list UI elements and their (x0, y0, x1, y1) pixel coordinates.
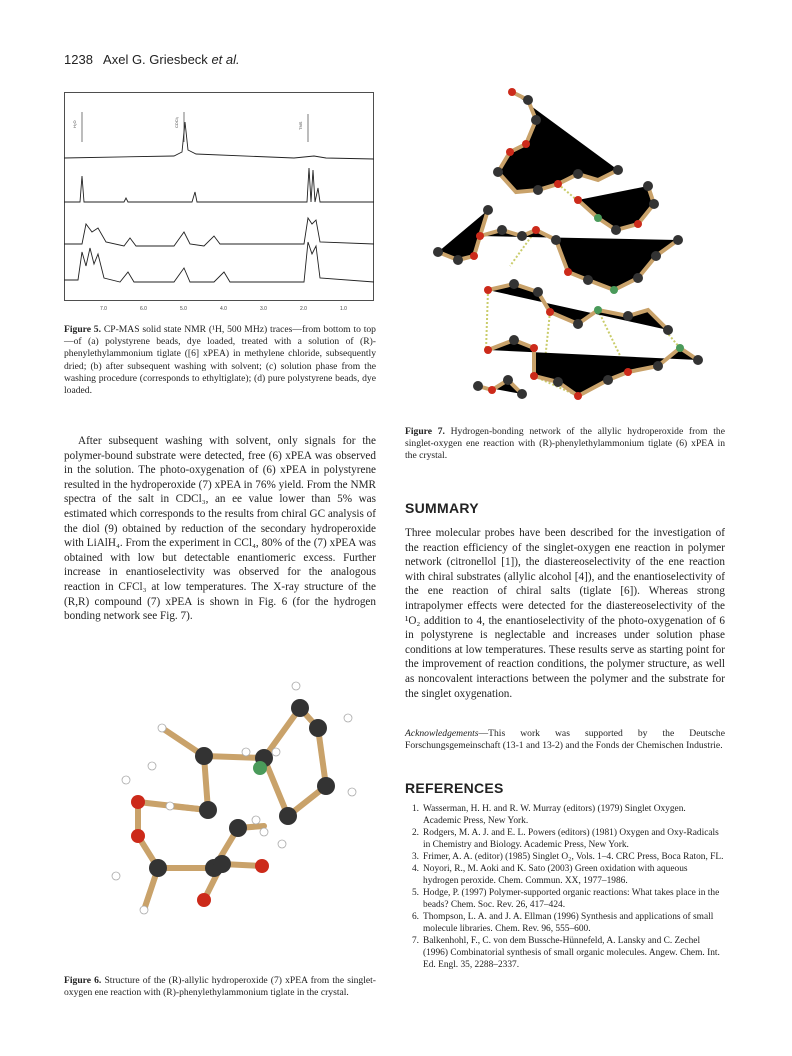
reference-item: 7. Balkenhohl, F., C. von dem Bussche-Hünnefeld, A. Lansky and C. Zechel (1996) Combinatorial synthesis of small organic molecules. Angew. Chem. Int. Ed. Engl. 35, 2288–2337. (411, 936, 720, 970)
acknowledgements (405, 728, 725, 752)
body-paragraph: After subsequent washing with solvent, only signals for the polymer-bound substrate were detected, free (6) xPEA was observed in the solution. The photo-oxygenation of (6) xPEA in polystyrene resulted in the hydroperoxide (7) xPEA in 76% yield. From the NMR spectra of the salt in CDCl₃, an ee value lower than 5% was estimated which corresponds to the results from chiral GC analysis of the diol (9) obtained by reduction of the secondary hydroperoxide with LiAlH₄. From the experiment in CCl₄, 80% of the (7) xPEA was obtained with low but detectable enantiomeric excess. Further increase in enantioselectivity was observed for the analogous reaction in CFCl₃ at low temperatures. The X-ray structure of the (R,R) compound (7) xPEA is shown in Fig. 6 (for the hydrogen bonding network see Fig. 7). (64, 435, 376, 623)
peak-label: CDCl₃ (174, 116, 179, 128)
reference-item: 5. Hodge, P. (1997) Polymer-supported organic reactions: What takes place in the beads? Chem. Soc. Rev. 26, 417–424. (411, 888, 720, 910)
references-heading: REFERENCES (405, 780, 504, 796)
nmr-axis (100, 306, 347, 312)
figure-5-nmr (64, 92, 374, 316)
axis-tick: 4.0 (220, 306, 227, 312)
axis-tick: 6.0 (140, 306, 147, 312)
peak-label: H₂O (72, 120, 77, 128)
axis-tick: 2.0 (300, 306, 307, 312)
molecule-bonds (438, 92, 698, 396)
nmr-plot (64, 92, 374, 316)
axis-tick: 3.0 (260, 306, 267, 312)
hydrogen-atoms (112, 682, 356, 914)
axis-tick: 1.0 (340, 306, 347, 312)
figure-6-caption: Figure 6. Structure of the (R)-allylic hydroperoxide (7) xPEA from the singlet-oxygen ene reaction with (R)-phenylethylammonium tiglate in the crystal. (64, 975, 376, 999)
nitrogen-atom (253, 761, 267, 775)
figure-5-caption: Figure 5. CP-MAS solid state NMR (¹H, 500 MHz) traces—from bottom to top—of (a) polystyrene beads, dye loaded, treated with a solution of (R)-phenylethylammonium tiglate ([6] xPEA) in methylene chloride, subsequently dried; (b) after subsequent washing with solvent; (c) solution phase from the washing procedure (corresponds to ethyltiglate); (d) pure polystyrene beads, dye loaded. (64, 324, 376, 397)
nmr-trace-c (64, 168, 374, 202)
nmr-trace-a (64, 242, 374, 282)
reference-item: 4. Noyori, R., M. Aoki and K. Sato (2003) Green oxidation with aqueous hydrogen peroxide. Chem. Commun. XX, 1977–1986. (411, 864, 688, 886)
reference-item: 2. Rodgers, M. A. J. and E. L. Powers (editors) (1981) Oxygen and Oxy-Radicals in Chemistry and Biology. Academic Press, New York. (411, 828, 719, 850)
molecule-structure (96, 668, 376, 950)
nmr-trace-d (64, 122, 374, 159)
summary-text: Three molecular probes have been described for the investigation of the reaction efficiency of the singlet-oxygen ene reaction in polymer network (citronellol [1]), the diastereoselectivity of the ene reaction with chiral substrates (allylic alcohol [4]), and the enantioselectivity of the ene reaction of chiral salts (tiglate [6]). Whereas strong intrapolymer effects were detected for the diastereoselectivity of the ¹O₂ addition to 4, the enantioselectivity of the photo-oxygenation of 6 in polystyrene is neglectable and increases under solution phase conditions at low temperatures. These results serve as starting point for the improvement of reaction conditions, the polymer structure, as well as noncovalent interactions between the polymer and the substrate for the singlet oxygenation. (405, 527, 725, 700)
peak-label: TMS (298, 121, 303, 130)
reference-item: 6. Thompson, L. A. and J. A. Ellman (1996) Synthesis and applications of small molecule libraries. Chem. Rev. 96, 555–600. (411, 912, 714, 934)
references-list (405, 803, 725, 971)
page-number: 1238 (64, 52, 93, 67)
summary-heading: SUMMARY (405, 500, 479, 516)
nmr-trace-b (64, 218, 374, 246)
running-head (64, 52, 240, 67)
hbond-network (418, 80, 728, 420)
figure-6-molecule (96, 668, 376, 950)
figure-7-caption: Figure 7. Hydrogen-bonding network of the allylic hydroperoxide from the singlet-oxygen ene reaction with (R)-phenylethylammonium tiglate (6) xPEA in the crystal. (405, 426, 725, 462)
reference-item: 1. Wasserman, H. H. and R. W. Murray (editors) (1979) Singlet Oxygen. Academic Press, New York. (411, 804, 686, 826)
carbon-atoms (149, 699, 335, 877)
author-names: Axel G. Griesbeck (103, 52, 208, 67)
author-etal: et al. (211, 52, 240, 67)
figure-7-network (418, 80, 728, 420)
reference-item: 3. Frimer, A. A. (editor) (1985) Singlet O₂, Vols. 1–4. CRC Press, Boca Raton, FL. (411, 852, 724, 862)
ack-label: Acknowledgements (405, 728, 479, 739)
ack-text: —This work was supported by the Deutsche Forschungsgemeinschaft (13-1 and 13-2) and the Fonds der Chemischen Industrie. (405, 728, 725, 752)
axis-tick: 5.0 (180, 306, 187, 312)
axis-tick: 7.0 (100, 306, 107, 312)
